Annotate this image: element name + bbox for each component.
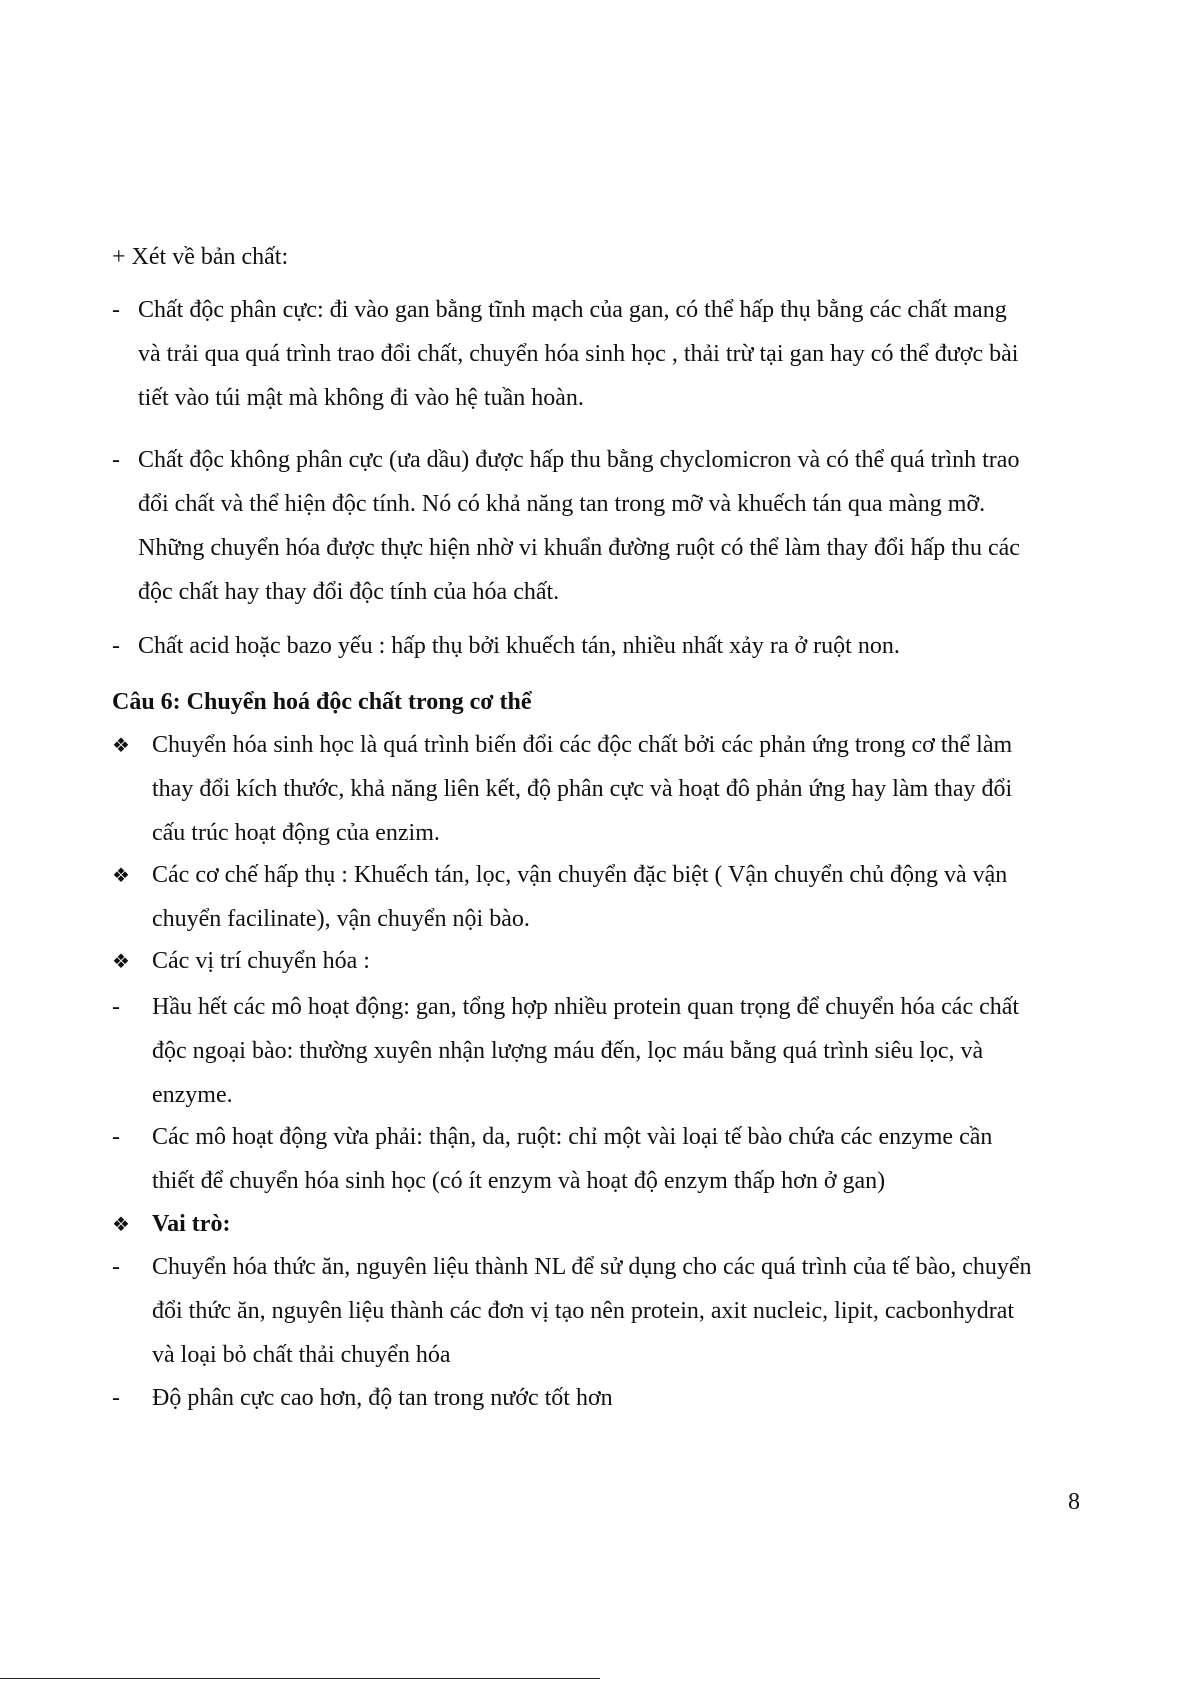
list-marker: - [112, 297, 120, 323]
list-marker: - [112, 1385, 120, 1411]
list-marker: - [112, 1254, 120, 1280]
role-item-line: Độ phân cực cao hơn, độ tan trong nước tốt hơn [152, 1385, 613, 1411]
intro-text: + Xét về bản chất: [112, 244, 289, 270]
list-item-line: và trải qua quá trình trao đổi chất, chuyển hóa sinh học , thải trừ tại gan hay có thể được bài [138, 341, 1019, 367]
role-item-line: Chuyển hóa thức ăn, nguyên liệu thành NL để sử dụng cho các quá trình của tế bào, chuyển [152, 1254, 1032, 1280]
sub-item-line: độc ngoại bào: thường xuyên nhận lượng máu đến, lọc máu bằng quá trình siêu lọc, và [152, 1038, 984, 1064]
sub-item-line: Các mô hoạt động vừa phải: thận, da, ruột: chỉ một vài loại tế bào chứa các enzyme cần [152, 1124, 993, 1150]
role-item-line: đổi thức ăn, nguyên liệu thành các đơn vị tạo nên protein, axit nucleic, lipit, cacbonhydrat [152, 1298, 1015, 1324]
sub-item-line: thiết để chuyển hóa sinh học (có ít enzym và hoạt độ enzym thấp hơn ở gan) [152, 1168, 886, 1194]
sub-item-line: Hầu hết các mô hoạt động: gan, tổng hợp nhiều protein quan trọng để chuyển hóa các chất [152, 994, 1020, 1020]
list-item-line: Chất độc phân cực: đi vào gan bằng tĩnh mạch của gan, có thể hấp thụ bằng các chất mang [138, 297, 1007, 323]
list-item-line: Những chuyển hóa được thực hiện nhờ vi khuẩn đường ruột có thể làm thay đổi hấp thu các [138, 535, 1020, 561]
bullet-line: Các vị trí chuyển hóa : [152, 948, 370, 974]
list-item-line: đổi chất và thể hiện độc tính. Nó có khả năng tan trong mỡ và khuếch tán qua màng mỡ. [138, 491, 986, 517]
footer-divider [0, 1678, 600, 1679]
list-item-line: tiết vào túi mật mà không đi vào hệ tuần hoàn. [138, 385, 584, 411]
list-marker: - [112, 1124, 120, 1150]
sub-item-line: enzyme. [152, 1082, 233, 1108]
role-heading: Vai trò: [152, 1211, 231, 1237]
page-number: 8 [1068, 1489, 1080, 1515]
diamond-bullet-icon: ❖ [112, 733, 130, 757]
diamond-bullet-icon: ❖ [112, 949, 130, 973]
list-item-line: Chất độc không phân cực (ưa dầu) được hấp thu bằng chyclomicron và có thể quá trình trao [138, 447, 1020, 473]
bullet-line: chuyển facilinate), vận chuyển nội bào. [152, 906, 530, 932]
list-marker: - [112, 633, 120, 659]
diamond-bullet-icon: ❖ [112, 1212, 130, 1236]
diamond-bullet-icon: ❖ [112, 863, 130, 887]
list-marker: - [112, 994, 120, 1020]
role-item-line: và loại bỏ chất thải chuyển hóa [152, 1342, 451, 1368]
list-marker: - [112, 447, 120, 473]
bullet-line: cấu trúc hoạt động của enzim. [152, 820, 440, 846]
list-item-line: Chất acid hoặc bazo yếu : hấp thụ bởi khuếch tán, nhiều nhất xảy ra ở ruột non. [138, 633, 900, 659]
bullet-line: Các cơ chế hấp thụ : Khuếch tán, lọc, vận chuyển đặc biệt ( Vận chuyển chủ động và vận [152, 862, 1008, 888]
bullet-line: thay đổi kích thước, khả năng liên kết, độ phân cực và hoạt đô phản ứng hay làm thay đổi [152, 776, 1013, 802]
section-heading: Câu 6: Chuyển hoá độc chất trong cơ thể [112, 689, 532, 715]
bullet-line: Chuyển hóa sinh học là quá trình biến đổi các độc chất bởi các phản ứng trong cơ thể làm [152, 732, 1013, 758]
list-item-line: độc chất hay thay đổi độc tính của hóa chất. [138, 579, 560, 605]
